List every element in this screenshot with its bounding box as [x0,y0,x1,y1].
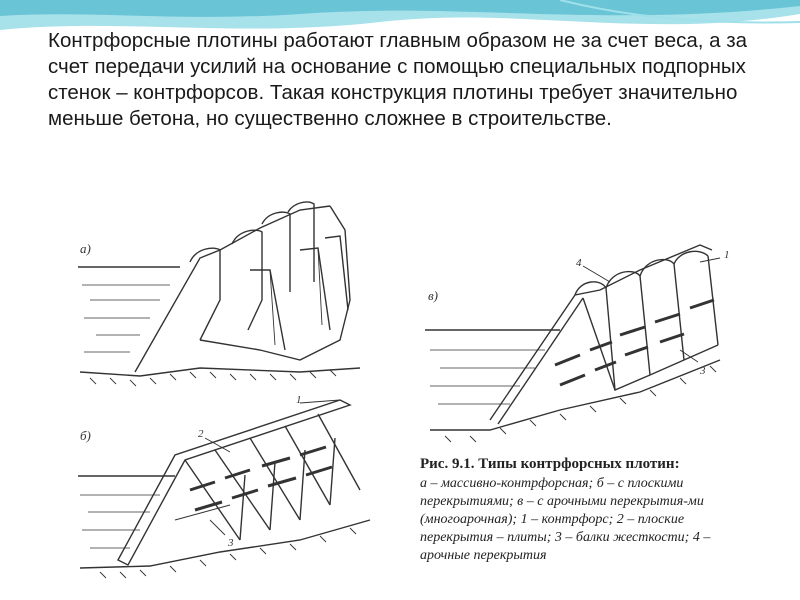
num-3b: 3 [700,365,706,377]
label-b: б) [80,428,91,443]
dam-diagram-b [78,400,370,578]
label-a: а) [80,241,91,256]
num-1b: 1 [724,249,730,261]
num-1a: 1 [296,394,302,406]
caption-title: Рис. 9.1. Типы контрфорсных плотин: [420,456,680,472]
num-2: 2 [198,428,204,440]
dam-diagram-a [78,202,360,386]
num-3a: 3 [228,537,234,549]
slide-paragraph: Контрфорсные плотины работают главным образом не за счет веса, а за счет передачи усилий на основание с помощью специальных подпорных стенок – контрфорсов. Такая конструкция плотины требует значительно меньше бетона, но существенно сложнее в строительстве. [48,29,748,130]
dam-diagram-v [425,245,720,442]
figure-caption [420,455,750,565]
num-4: 4 [576,257,582,269]
label-v: в) [428,288,438,303]
caption-body: а – массивно-контрфорсная; б – с плоскими перекрытиями; в – с арочными перекрытия-ми (многоарочная); 1 – контрфорс; 2 – плоские перекрытия – плиты; 3 – балки жесткости; 4 – арочные перекрытия [420,476,711,563]
